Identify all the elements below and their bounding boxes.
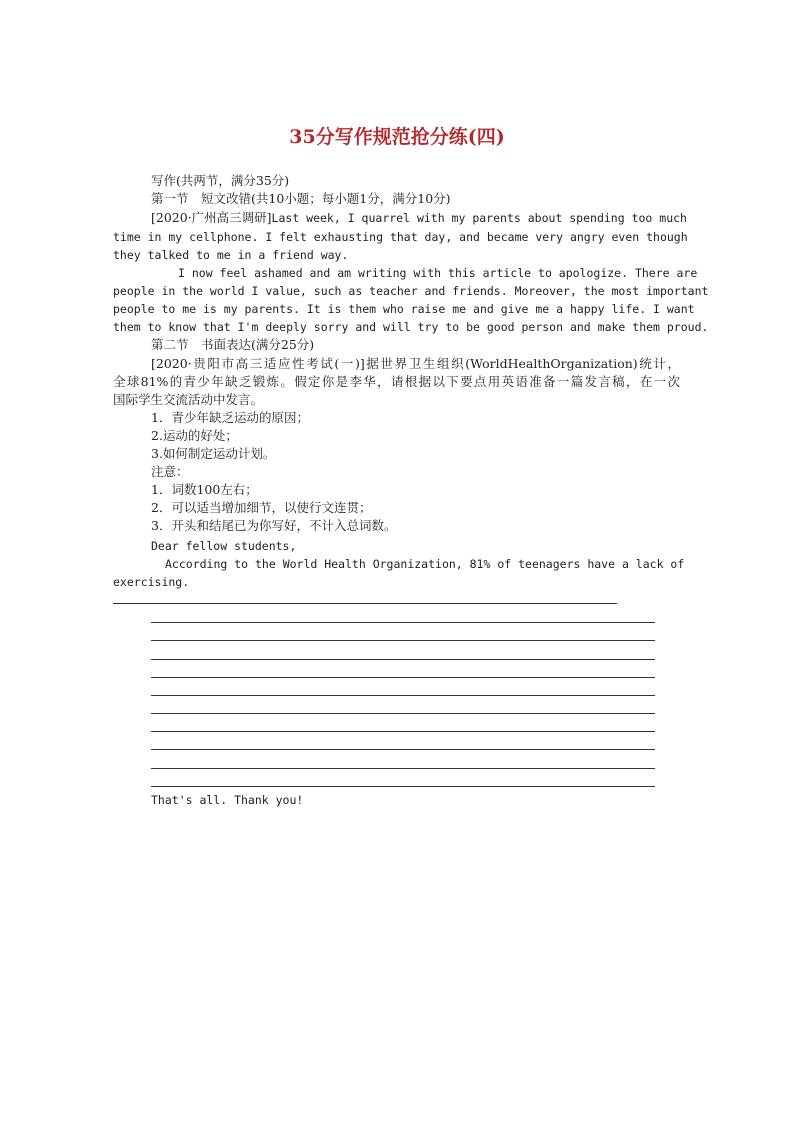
answer-line [151, 786, 655, 787]
part1-text-line5: people in the world I value, such as teacher and friends. Moreover, the most important [113, 284, 709, 298]
greeting: Dear fellow students, [151, 539, 297, 553]
section-header: 写作(共两节，满分35分) [151, 173, 290, 188]
part1-text-line4: I now feel ashamed and am writing with this article to apologize. There are [178, 266, 698, 280]
part1-text-line6: people to me is my parents. It is them who raise me and give me a happy life. I want [113, 302, 695, 316]
opening-line2: exercising. [113, 575, 190, 589]
answer-line [151, 749, 655, 750]
closing-line: That's all. Thank you! [151, 793, 304, 807]
part1-text-line3: they talked to me in a friend way. [113, 248, 349, 262]
part1-text-line7: them to know that I'm deeply sorry and will try to be good person and make them proud. [113, 320, 709, 334]
note-2: 2．可以适当增加细节，以使行文连贯； [151, 500, 372, 515]
page-title: 35分写作规范抢分练(四) [289, 126, 505, 148]
point-3: 3.如何制定运动计划。 [151, 446, 276, 461]
part1-text-line1: Last week, I quarrel with my parents about spending too much [271, 211, 687, 225]
answer-line [113, 603, 617, 604]
answer-line [151, 677, 655, 678]
answer-line [151, 640, 655, 641]
part1-source: [2020·广州高三调研] [151, 210, 272, 225]
part2-prompt-line1: [2020·贵阳市高三适应性考试(一)]据世界卫生组织(WorldHealthOrganization)统计， [151, 356, 680, 371]
part2-prompt-line2: 全球81%的青少年缺乏锻炼。假定你是李华，请根据以下要点用英语准备一篇发言稿，在一次 [113, 374, 680, 389]
answer-line [151, 713, 655, 714]
part2-heading: 第二节 书面表达(满分25分) [151, 337, 315, 352]
part2-prompt-line3: 国际学生交流活动中发言。 [113, 392, 264, 407]
answer-line [151, 622, 655, 623]
point-1: 1．青少年缺乏运动的原因； [151, 410, 309, 425]
answer-line [151, 731, 655, 732]
part1-text-line2: time in my cellphone. I felt exhausting that day, and became very angry even though [113, 230, 688, 244]
point-2: 2.运动的好处； [151, 428, 238, 443]
answer-line [151, 695, 655, 696]
part1-heading: 第一节 短文改错(共10小题；每小题1分，满分10分) [151, 191, 451, 206]
part1-line1 [151, 209, 687, 227]
answer-line [151, 659, 655, 660]
opening-line1: According to the World Health Organization, 81% of teenagers have a lack of [165, 557, 685, 571]
note-1: 1．词数100左右； [151, 482, 258, 497]
answer-line [151, 768, 655, 769]
note-3: 3．开头和结尾已为你写好，不计入总词数。 [151, 518, 397, 533]
note-label: 注意： [151, 464, 189, 479]
